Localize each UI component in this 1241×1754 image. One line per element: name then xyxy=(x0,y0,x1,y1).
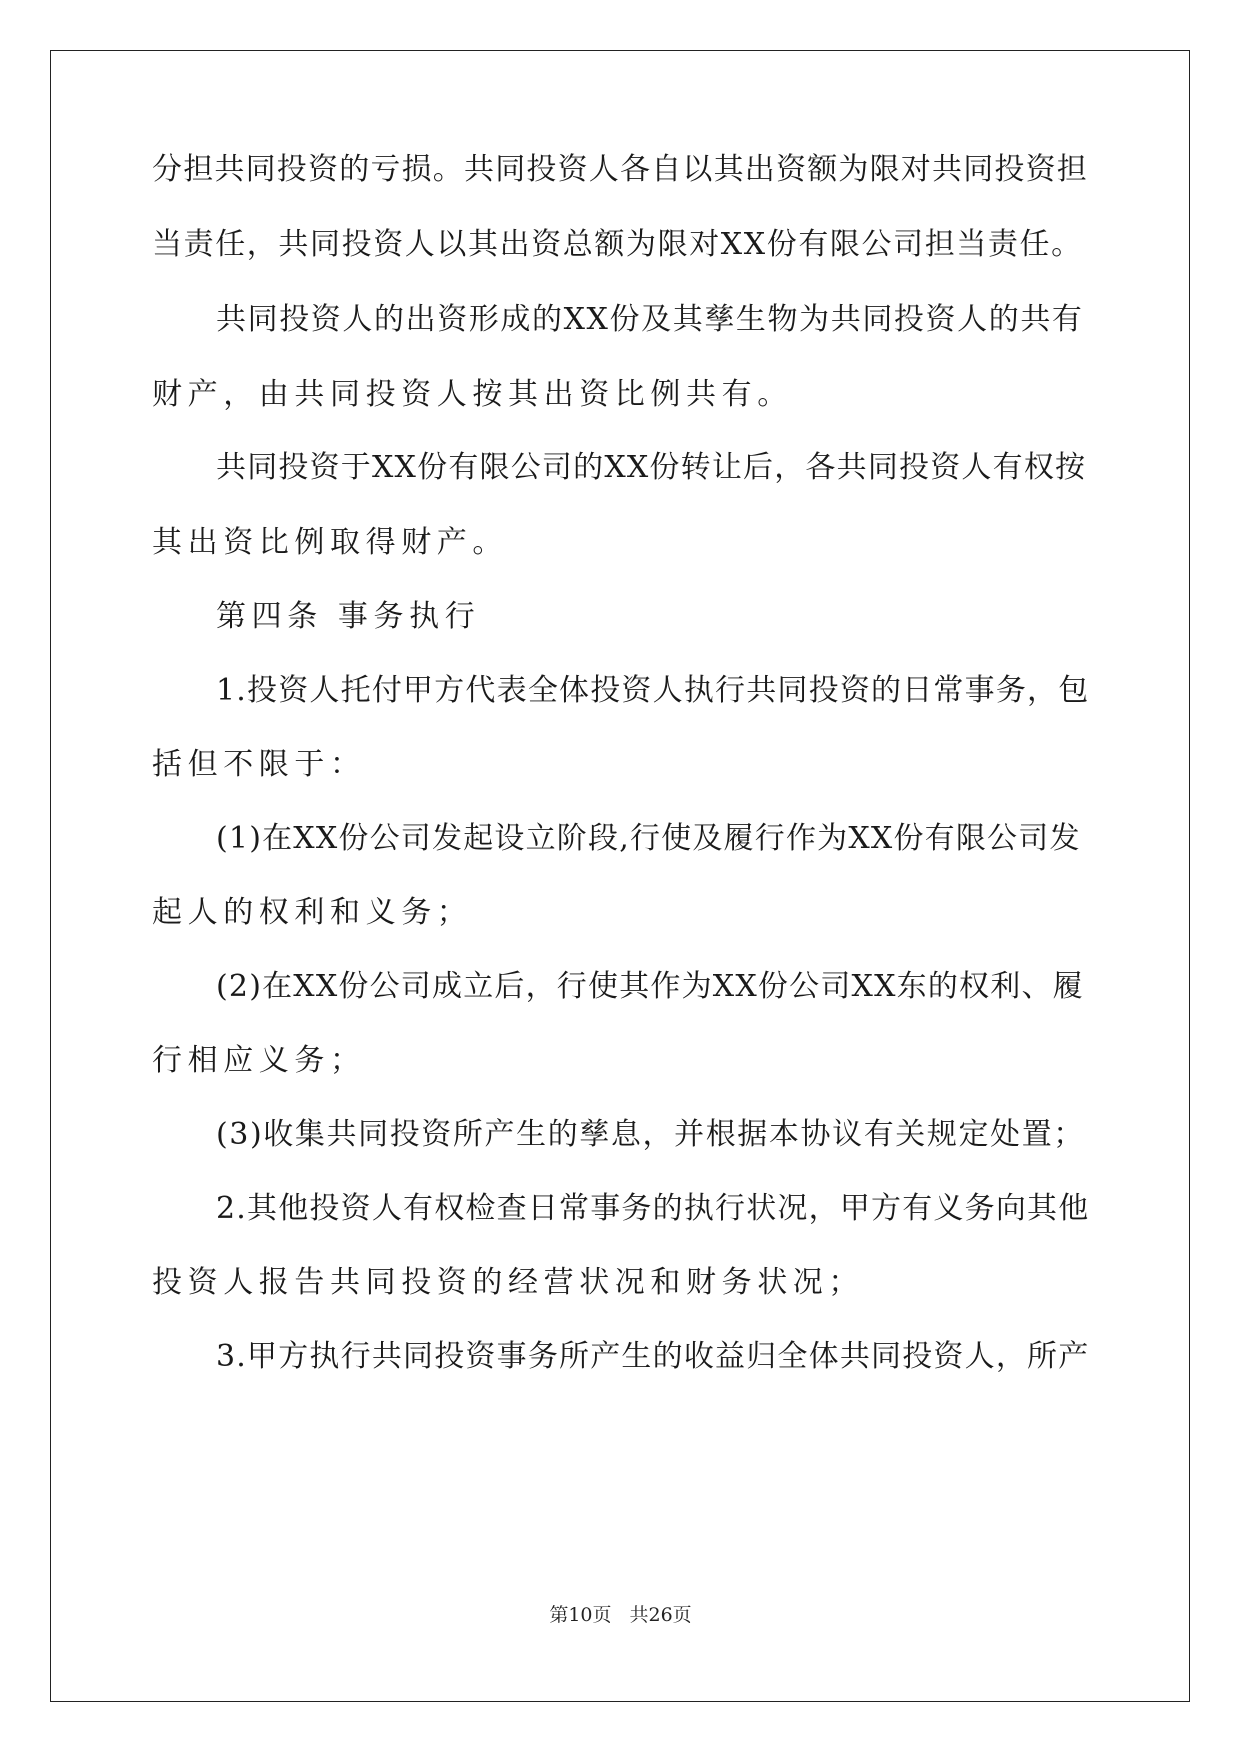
text-line: (3)收集共同投资所产生的孳息，并根据本协议有关规定处置； xyxy=(216,1117,1085,1152)
text-line: (2)在XX份公司成立后，行使其作为XX份公司XX东的权利、履 xyxy=(216,969,1084,1004)
text-line: 1.投资人托付甲方代表全体投资人执行共同投资的日常事务，包 xyxy=(216,673,1090,708)
text-line: 2.其他投资人有权检查日常事务的执行状况，甲方有义务向其他 xyxy=(216,1191,1090,1226)
text-line: 共同投资人的出资形成的XX份及其孳生物为共同投资人的共有 xyxy=(216,302,1084,337)
text-line: 分担共同投资的亏损。共同投资人各自以其出资额为限对共同投资担 xyxy=(152,152,1088,187)
text-line: 当责任，共同投资人以其出资总额为限对XX份有限公司担当责任。 xyxy=(152,227,1083,262)
text-line: 3.甲方执行共同投资事务所产生的收益归全体共同投资人，所产 xyxy=(216,1339,1090,1374)
text-line: 行相应义务； xyxy=(152,1043,366,1078)
text-line: 其出资比例取得财产。 xyxy=(152,525,508,560)
text-line: 共同投资于XX份有限公司的XX份转让后，各共同投资人有权按 xyxy=(216,450,1087,485)
section-heading: 第四条 事务执行 xyxy=(216,599,481,634)
page-footer xyxy=(0,1603,1241,1627)
text-line: 起人的权利和义务； xyxy=(152,895,473,930)
text-line: 投资人报告共同投资的经营状况和财务状况； xyxy=(152,1265,864,1300)
page-border xyxy=(50,50,1190,1702)
page-number: 第10页 xyxy=(549,1604,612,1626)
text-line: (1)在XX份公司发起设立阶段,行使及履行作为XX份有限公司发 xyxy=(216,821,1081,856)
text-line: 括但不限于： xyxy=(152,747,366,782)
text-line: 财产，由共同投资人按其出资比例共有。 xyxy=(152,377,793,412)
page-total: 共26页 xyxy=(629,1604,692,1626)
